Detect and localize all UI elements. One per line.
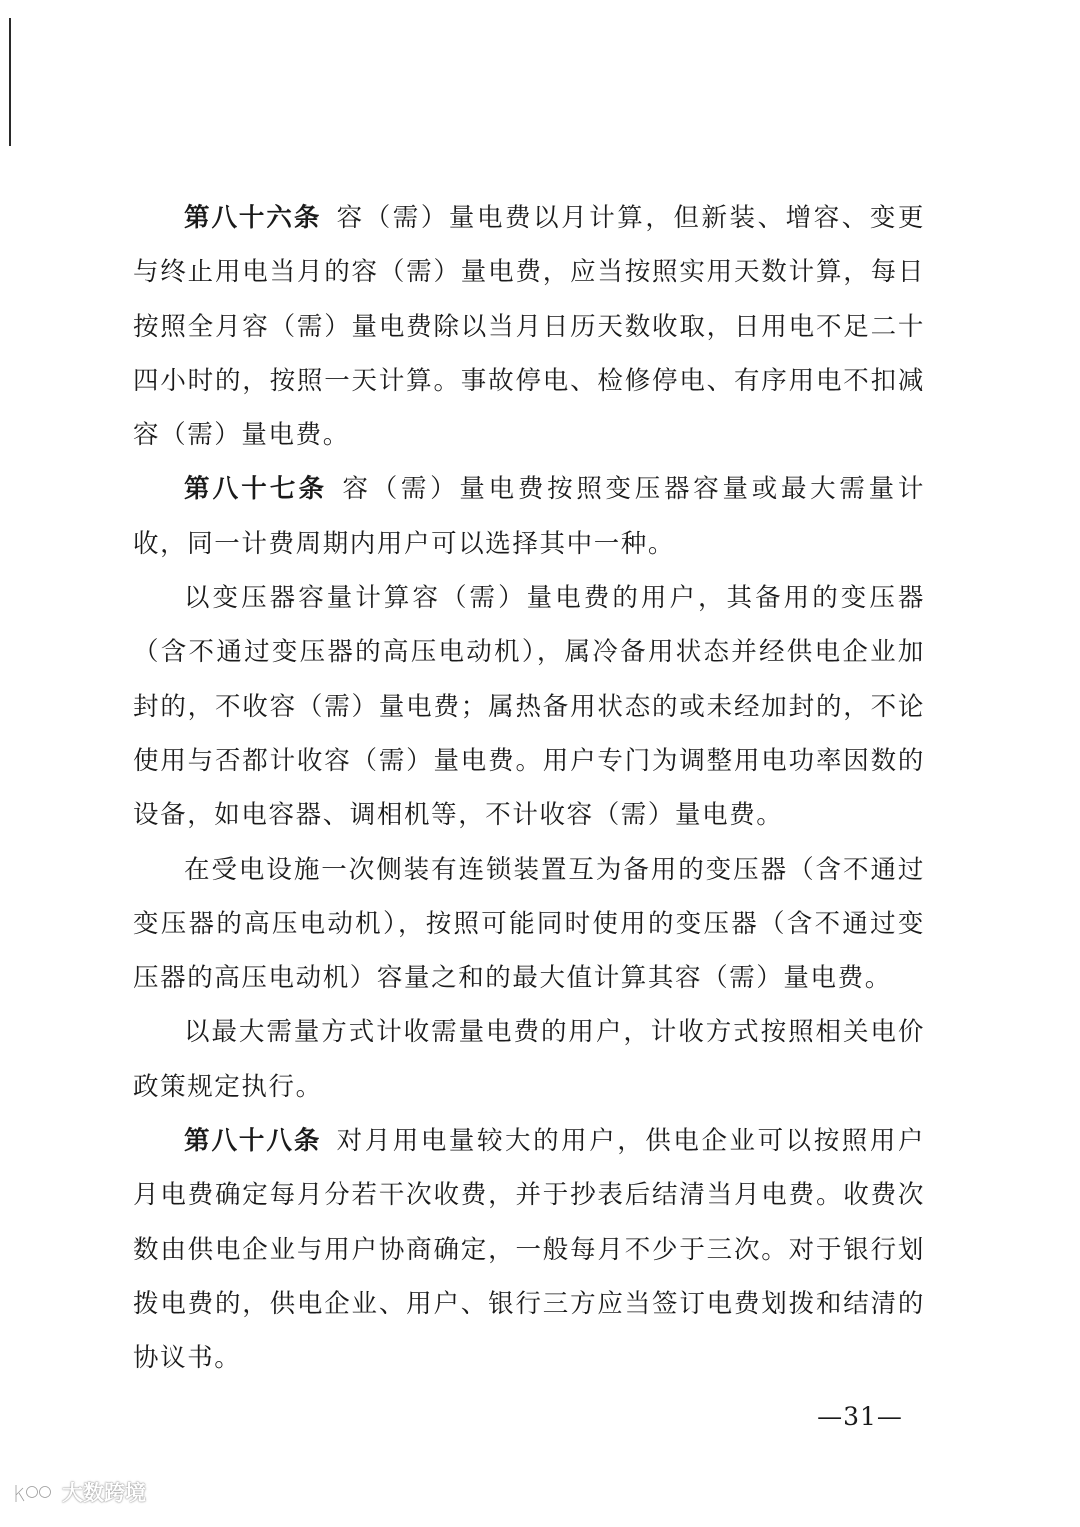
- binding-margin-line: [9, 18, 11, 146]
- logo-icon: [12, 1477, 56, 1507]
- page-number: —31—: [817, 1402, 903, 1431]
- article-87-number: 第八十七条: [184, 474, 328, 505]
- article-86-number: 第八十六条: [184, 203, 322, 233]
- watermark: [12, 1474, 146, 1510]
- watermark-text: 大数跨境: [62, 1481, 146, 1505]
- article-88-paragraph-1: [133, 1114, 925, 1385]
- article-87-paragraph-2: 以变压器容量计算容（需）量电费的用户，其备用的变压器（含不通过变压器的高压电动机），属冷备用状态并经供电企业加封的，不收容（需）量电费；属热备用状态的或未经加封的，不论使用与否都计收容（需）量电费。用户专门为调整用电功率因数的设备，如电容器、调相机等，不计收容（需）量电费。: [133, 583, 925, 831]
- article-87-paragraph-1: [133, 462, 925, 571]
- document-body: [133, 191, 925, 1386]
- article-86-text-1: 容（需）量电费以月计算，但新装、增容、变更与终止用电当月的容（需）量电费，应当按照实用天数计算，每日按照全月容（需）量电费除以当月日历天数收取，日用电不足二十四小时的，按照一天计算。事故停电、检修停电、有序用电不扣减容（需）量电费。: [133, 203, 925, 451]
- article-87-text-1: 容（需）量电费按照变压器容量或最大需量计收，同一计费周期内用户可以选择其中一种。: [133, 474, 925, 559]
- article-88-number: 第八十八条: [184, 1126, 322, 1157]
- article-88-text-1: 对月用电量较大的用户，供电企业可以按照用户月电费确定每月分若干次收费，并于抄表后结清当月电费。收费次数由供电企业与用户协商确定，一般每月不少于三次。对于银行划拨电费的，供电企业、用户、银行三方应当签订电费划拨和结清的协议书。: [133, 1126, 925, 1374]
- article-87-paragraph-3: 在受电设施一次侧装有连锁装置互为备用的变压器（含不通过变压器的高压电动机），按照可能同时使用的变压器（含不通过变压器的高压电动机）容量之和的最大值计算其容（需）量电费。: [133, 854, 925, 994]
- article-87-paragraph-4: 以最大需量方式计收需量电费的用户，计收方式按照相关电价政策规定执行。: [133, 1017, 925, 1102]
- article-86-paragraph-1: [133, 191, 925, 462]
